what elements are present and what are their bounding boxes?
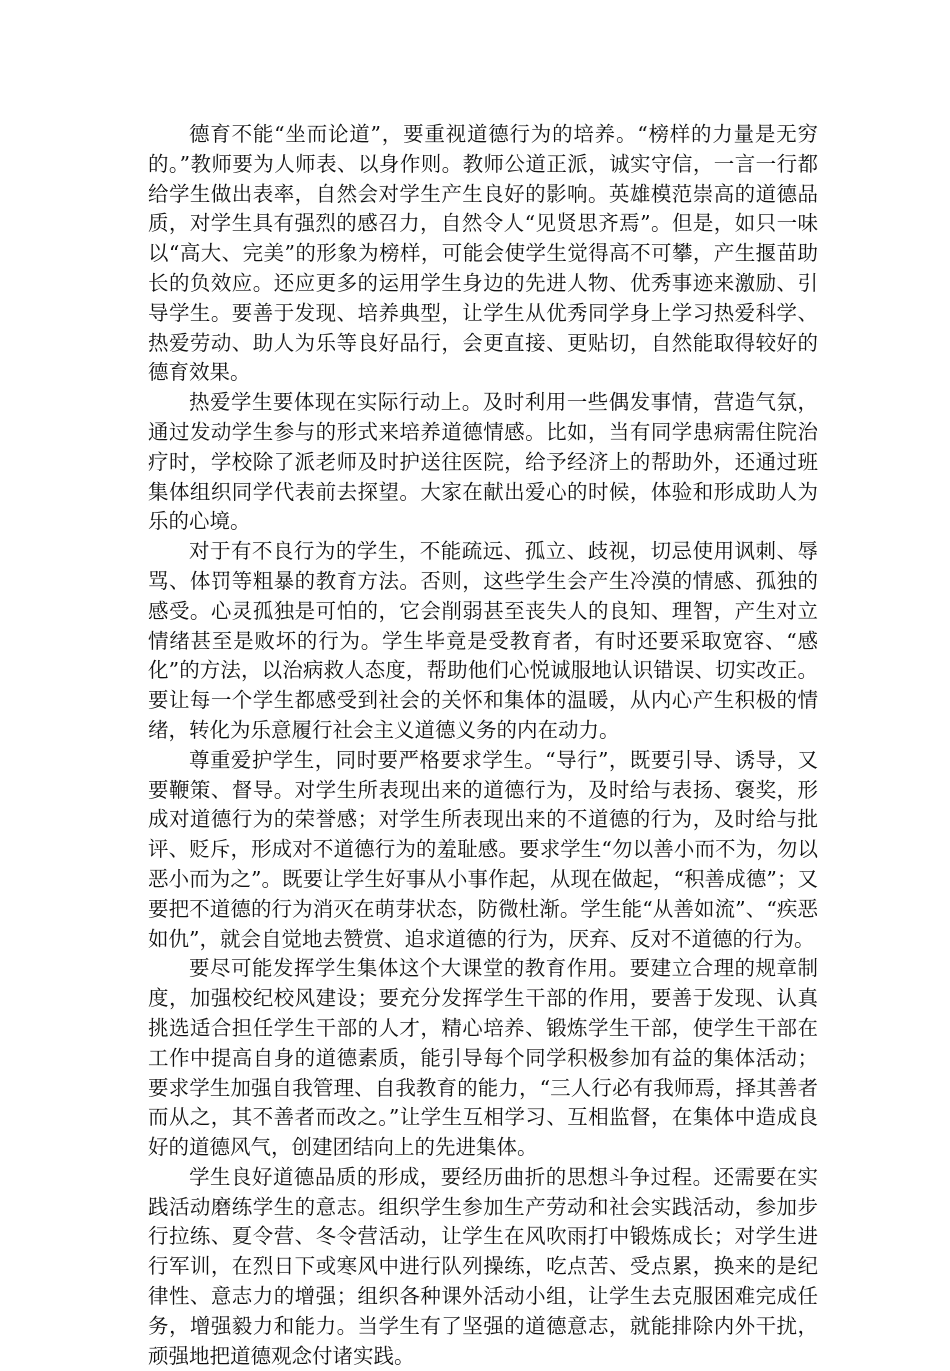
paragraph-willpower: 学生良好道德品质的形成，要经历曲折的思想斗争过程。还需要在实践活动磨练学生的意志。组织学生参加生产劳动和社会实践活动，参加步行拉练、夏令营、冬令营活动，让学生在风吹雨打中锻炼成长；对学生进行军训，在烈日下或寒风中进行队列操练，吃点苦、受点累，换来的是纪律性、意志力的增强；组织各种课外活动小组，让学生去克服困难完成任务，增强毅力和能力。当学生有了坚强的道德意志，就能排除内外干扰，顽强地把道德观念付诸实践。 xyxy=(148,1164,818,1368)
paragraph-caring-actions: 热爱学生要体现在实际行动上。及时利用一些偶发事情，营造气氛，通过发动学生参与的形式来培养道德情感。比如，当有同学患病需住院治疗时，学校除了派老师及时护送往医院，给予经济上的帮助外，还通过班集体组织同学代表前去探望。大家在献出爱心的时候，体验和形成助人为乐的心境。 xyxy=(148,390,818,534)
paragraph-collective-education: 要尽可能发挥学生集体这个大课堂的教育作用。要建立合理的规章制度，加强校纪校风建设；要充分发挥学生干部的作用，要善于发现、认真挑选适合担任学生干部的人才，精心培养、锻炼学生干部，使学生干部在工作中提高自身的道德素质，能引导每个同学积极参加有益的集体活动；要求学生加强自我管理、自我教育的能力，“三人行必有我师焉，择其善者而从之，其不善者而改之。”让学生互相学习、互相监督，在集体中造成良好的道德风气，创建团结向上的先进集体。 xyxy=(148,956,818,1160)
document-page xyxy=(148,120,818,1371)
paragraph-role-models: 德育不能“坐而论道”，要重视道德行为的培养。“榜样的力量是无穷的。”教师要为人师表、以身作则。教师公道正派，诚实守信，一言一行都给学生做出表率，自然会对学生产生良好的影响。英雄模范崇高的道德品质，对学生具有强烈的感召力，自然令人“见贤思齐焉”。但是，如只一味以“高大、完美”的形象为榜样，可能会使学生觉得高不可攀，产生揠苗助长的负效应。还应更多的运用学生身边的先进人物、优秀事迹来激励、引导学生。要善于发现、培养典型，让学生从优秀同学身上学习热爱科学、热爱劳动、助人为乐等良好品行，会更直接、更贴切，自然能取得较好的德育效果。 xyxy=(148,122,818,385)
paragraph-misbehavior: 对于有不良行为的学生，不能疏远、孤立、歧视，切忌使用讽刺、辱骂、体罚等粗暴的教育方法。否则，这些学生会产生冷漠的情感、孤独的感受。心灵孤独是可怕的，它会削弱甚至丧失人的良知、理智，产生对立情绪甚至是败坏的行为。学生毕竟是受教育者，有时还要采取宽容、“感化”的方法，以治病救人态度，帮助他们心悦诚服地认识错误、切实改正。要让每一个学生都感受到社会的关怀和集体的温暖，从内心产生积极的情绪，转化为乐意履行社会主义道德义务的内在动力。 xyxy=(148,539,818,742)
paragraph-strict-requirements: 尊重爱护学生，同时要严格要求学生。“导行”，既要引导、诱导，又要鞭策、督导。对学生所表现出来的道德行为，及时给与表扬、褒奖，形成对道德行为的荣誉感；对学生所表现出来的不道德的行为，及时给与批评、贬斥，形成对不道德行为的羞耻感。要求学生“勿以善小而不为，勿以恶小而为之”。既要让学生好事从小事作起，从现在做起，“积善成德”；又要把不道德的行为消灭在萌芽状态，防微杜渐。学生能“从善如流”、“疾恶如仇”，就会自觉地去赞赏、追求道德的行为，厌弃、反对不道德的行为。 xyxy=(148,747,818,951)
